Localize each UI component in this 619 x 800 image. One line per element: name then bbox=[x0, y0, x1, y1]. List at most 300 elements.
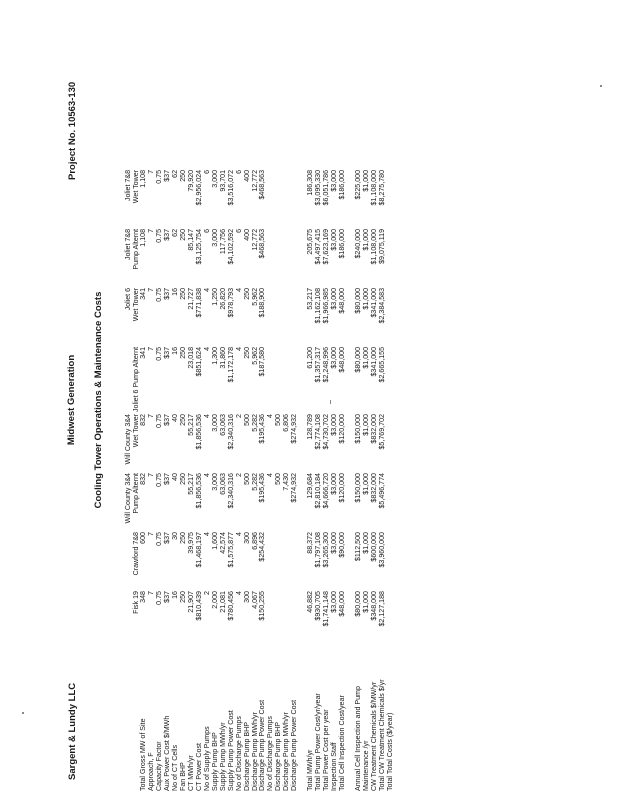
table-cell: 62 bbox=[171, 169, 179, 178]
table-cell bbox=[283, 228, 291, 287]
table-cell: $6,051,786 bbox=[322, 169, 331, 206]
table-cell: 55,217 bbox=[186, 414, 195, 436]
table-cell: $3,000 bbox=[330, 414, 339, 436]
table-cell: $1,741,148 bbox=[322, 591, 331, 627]
table-cell: 2 bbox=[234, 414, 243, 418]
table-cell: $600,000 bbox=[369, 532, 378, 562]
table-cell: $341,000 bbox=[369, 346, 378, 377]
table-cell: $1,966,985 bbox=[322, 287, 331, 324]
table-cell bbox=[387, 472, 395, 531]
column-header: Wet Tower bbox=[131, 287, 140, 322]
table-row bbox=[291, 169, 299, 792]
table-cell: $90,000 bbox=[338, 532, 346, 558]
table-cell: 63,063 bbox=[218, 473, 227, 495]
table-cell: 0.75 bbox=[155, 591, 164, 605]
table-cell: 832 bbox=[139, 473, 148, 485]
table-cell: 341 bbox=[139, 287, 148, 300]
table-cell: 5,282 bbox=[250, 414, 259, 432]
table-cell: $274,932 bbox=[290, 473, 299, 503]
table-cell: 4 bbox=[202, 532, 211, 536]
table-cell: $186,000 bbox=[338, 169, 346, 200]
table-cell bbox=[275, 228, 283, 287]
table-cell: $978,793 bbox=[226, 287, 235, 318]
row-label: No of Supply Pumps bbox=[202, 726, 211, 791]
column-header: Joliet 7&8 bbox=[124, 228, 132, 261]
table-cell: $851,624 bbox=[194, 346, 203, 377]
table-cell bbox=[291, 346, 299, 413]
table-cell bbox=[267, 531, 275, 590]
table-cell: 7 bbox=[147, 346, 156, 351]
table-cell: 0.75 bbox=[155, 414, 164, 428]
table-cell: $112,500 bbox=[353, 532, 362, 562]
header-spacer bbox=[125, 643, 133, 792]
row-label: CT Power Cost bbox=[194, 743, 203, 791]
table-cell: $150,000 bbox=[353, 414, 362, 444]
table-cell bbox=[275, 590, 283, 643]
table-cell: $186,000 bbox=[338, 228, 346, 259]
table-cell: $1,000 bbox=[361, 532, 370, 554]
row-label: Fan BHP bbox=[178, 762, 187, 791]
table-cell: $3,265,300 bbox=[322, 532, 331, 568]
row-label: Total Cell Inspection Cost/year bbox=[338, 695, 346, 791]
table-cell: $1,000 bbox=[361, 473, 370, 495]
table-cell: 2,000 bbox=[210, 591, 219, 609]
table-cell: 6 bbox=[202, 169, 211, 174]
table-cell: 250 bbox=[178, 287, 187, 300]
table-cell: $1,108,000 bbox=[369, 169, 378, 206]
table-cell: 400 bbox=[242, 228, 251, 241]
row-label: Total Gross MW of Site bbox=[139, 718, 148, 791]
table-cell: $1,108,000 bbox=[369, 228, 378, 265]
table-cell: 4 bbox=[234, 287, 243, 292]
table-cell: $80,000 bbox=[353, 346, 362, 373]
table-cell bbox=[283, 169, 291, 228]
table-cell: $2,810,184 bbox=[314, 473, 323, 509]
table-cell: 117,756 bbox=[218, 228, 227, 255]
row-label: Maintenance /yr bbox=[361, 740, 370, 791]
table-cell: $930,705 bbox=[314, 591, 323, 621]
table-cell bbox=[267, 287, 275, 346]
cost-table bbox=[125, 169, 395, 792]
table-cell: 250 bbox=[178, 346, 187, 359]
table-cell: $3,960,000 bbox=[377, 532, 386, 568]
table-cell: 4 bbox=[202, 414, 211, 418]
table-cell: $2,384,583 bbox=[377, 287, 386, 324]
table-cell: 79,920 bbox=[186, 169, 195, 192]
column-header: Joliet 6 Pump Alternt bbox=[131, 346, 140, 412]
table-cell: 7,430 bbox=[282, 473, 291, 491]
table-cell: $150,000 bbox=[353, 473, 362, 503]
table-cell bbox=[275, 169, 283, 228]
table-cell: 250 bbox=[242, 287, 251, 300]
table-cell: 500 bbox=[242, 473, 251, 485]
table-cell: $1,000 bbox=[361, 414, 370, 436]
table-cell bbox=[291, 531, 299, 590]
table-cell bbox=[387, 169, 395, 228]
table-cell: 250 bbox=[178, 591, 187, 603]
table-cell: 42,574 bbox=[218, 532, 227, 554]
table-cell: $1,856,536 bbox=[194, 414, 203, 450]
table-cell: 300 bbox=[242, 532, 251, 544]
row-label: Total MWh/yr bbox=[306, 749, 315, 791]
table-cell: 250 bbox=[178, 532, 187, 544]
table-cell: 186,308 bbox=[306, 169, 315, 196]
table-cell: 4 bbox=[234, 591, 243, 595]
table-cell bbox=[275, 287, 283, 346]
row-label: No of CT Cells bbox=[171, 745, 179, 791]
scan-speck bbox=[600, 85, 602, 87]
table-cell: $8,275,780 bbox=[377, 169, 386, 206]
table-cell: 341 bbox=[139, 346, 148, 359]
table-cell: 21,081 bbox=[218, 591, 227, 613]
table-cell bbox=[275, 346, 283, 413]
table-cell: $2,665,155 bbox=[377, 346, 386, 383]
table-cell: 7 bbox=[147, 169, 156, 174]
table-cell: 1,600 bbox=[210, 532, 219, 550]
table-cell: $150,255 bbox=[258, 591, 267, 621]
table-cell: 26,820 bbox=[218, 287, 227, 310]
table-cell: 832 bbox=[139, 414, 148, 426]
table-cell: $4,497,415 bbox=[314, 228, 323, 265]
table-cell: 7 bbox=[147, 532, 156, 536]
row-label: Discharge Pump BHP bbox=[274, 722, 283, 791]
table-cell: $120,000 bbox=[338, 414, 346, 444]
table-cell: 128,789 bbox=[306, 414, 315, 440]
table-cell: 0.75 bbox=[155, 473, 164, 487]
row-label: Supply Pump BHP bbox=[210, 732, 219, 791]
table-row bbox=[259, 169, 267, 792]
row-label: Annual Cell Inspection and Pump bbox=[353, 686, 362, 791]
table-cell: 6 bbox=[202, 228, 211, 233]
scan-speck bbox=[22, 712, 24, 714]
table-cell: $80,000 bbox=[353, 287, 362, 314]
table-cell: 31,860 bbox=[218, 346, 227, 369]
table-cell: $37 bbox=[163, 228, 172, 241]
project-number: Project No. 10563-130 bbox=[67, 81, 78, 180]
table-cell: $4,102,592 bbox=[226, 228, 235, 265]
table-cell: 348 bbox=[139, 591, 148, 603]
column-header: Wet Tower bbox=[131, 414, 140, 448]
table-cell: $225,000 bbox=[353, 169, 362, 200]
company-name: Sargent & Lundy LLC bbox=[67, 682, 78, 780]
table-cell: $3,516,072 bbox=[226, 169, 235, 206]
table-cell: 55,217 bbox=[186, 473, 195, 495]
column-header: Wet Tower bbox=[131, 169, 140, 204]
table-cell: $348,000 bbox=[369, 591, 378, 621]
table-cell: 4 bbox=[234, 532, 243, 536]
table-cell: $341,000 bbox=[369, 287, 378, 318]
table-cell: $1,000 bbox=[361, 287, 370, 310]
table-cell: 62 bbox=[171, 228, 179, 237]
table-cell: $3,000 bbox=[330, 228, 339, 251]
table-cell: $1,000 bbox=[361, 591, 370, 613]
table-cell: 2 bbox=[202, 591, 211, 595]
table-cell: $9,075,119 bbox=[377, 228, 386, 264]
column-header: Pump Alternt bbox=[131, 473, 140, 514]
table-cell: 4 bbox=[234, 346, 243, 351]
table-cell: 4 bbox=[266, 473, 275, 477]
table-cell: 6 bbox=[234, 228, 243, 233]
table-cell: 250 bbox=[178, 228, 187, 241]
table-cell: 0.75 bbox=[155, 228, 164, 243]
table-cell: $1,797,108 bbox=[314, 532, 323, 568]
table-cell: 53,217 bbox=[306, 287, 315, 310]
table-cell: 3,000 bbox=[210, 228, 219, 247]
table-cell: $468,563 bbox=[258, 169, 267, 200]
table-cell bbox=[291, 228, 299, 287]
row-label: Capacity Factor bbox=[155, 741, 164, 791]
table-cell: $771,838 bbox=[194, 287, 203, 318]
table-cell: $37 bbox=[163, 473, 172, 485]
table-cell: $832,000 bbox=[369, 473, 378, 503]
page-title: Cooling Tower Operations & Maintenance Costs bbox=[93, 291, 104, 509]
table-row bbox=[140, 169, 148, 792]
row-label: Aux Power Cost $/MWh bbox=[163, 715, 172, 791]
column-header: Fisk 19 bbox=[131, 591, 140, 614]
table-cell: 300 bbox=[242, 591, 251, 603]
table-cell bbox=[267, 590, 275, 643]
table-cell: 16 bbox=[171, 287, 179, 296]
row-label: Discharge Pump Power Cost bbox=[258, 699, 267, 791]
table-cell: 5,282 bbox=[250, 473, 259, 491]
table-cell: 2 bbox=[234, 473, 243, 477]
scan-speck bbox=[330, 400, 331, 404]
column-header: Joliet 7&8 bbox=[124, 169, 132, 202]
table-cell bbox=[387, 228, 395, 287]
table-cell: 500 bbox=[274, 414, 283, 426]
table-cell: $2,248,996 bbox=[322, 346, 331, 383]
table-cell: 5,962 bbox=[250, 346, 259, 365]
table-cell: 16 bbox=[171, 591, 179, 599]
table-cell: 129,684 bbox=[306, 473, 315, 499]
table-cell: $187,580 bbox=[258, 346, 267, 377]
table-cell: $2,340,316 bbox=[226, 473, 235, 509]
table-cell: 6,896 bbox=[250, 532, 259, 550]
table-cell: 500 bbox=[274, 473, 283, 485]
table-cell: 39,975 bbox=[186, 532, 195, 554]
table-cell: $274,932 bbox=[290, 414, 299, 444]
table-cell: $3,000 bbox=[330, 346, 339, 369]
table-cell: 30 bbox=[171, 532, 179, 540]
table-cell: $2,127,188 bbox=[377, 591, 386, 627]
table-cell: 46,882 bbox=[306, 591, 315, 613]
row-label: No of Discharge Pumps bbox=[234, 716, 243, 791]
table-cell: $48,000 bbox=[338, 346, 346, 373]
row-label: Total Power Cost per year bbox=[322, 709, 331, 791]
table-cell bbox=[291, 590, 299, 643]
table-cell: $1,000 bbox=[361, 228, 370, 251]
table-cell: 1,108 bbox=[139, 228, 148, 247]
row-label: CW Treatment Chemicals $/MW/yr bbox=[369, 681, 378, 791]
table-cell: 5,962 bbox=[250, 287, 259, 306]
table-cell: 1,300 bbox=[210, 346, 219, 365]
table-cell: 400 bbox=[242, 169, 251, 182]
table-cell: $1,575,877 bbox=[226, 532, 235, 568]
table-cell: $48,000 bbox=[338, 591, 346, 617]
table-cell: 1,108 bbox=[139, 169, 148, 188]
table-cell: $188,900 bbox=[258, 287, 267, 318]
table-cell: $5,496,774 bbox=[377, 473, 386, 509]
table-cell: $810,439 bbox=[194, 591, 203, 621]
row-label: Discharge Pump BHP bbox=[242, 722, 251, 791]
table-cell: 4,067 bbox=[250, 591, 259, 609]
table-cell: 21,727 bbox=[186, 287, 195, 310]
table-cell: $37 bbox=[163, 532, 172, 544]
column-header: Will County 3&4 bbox=[124, 414, 132, 465]
table-cell: $3,000 bbox=[330, 169, 339, 192]
table-cell: $1,856,536 bbox=[194, 473, 203, 509]
table-cell: 12,772 bbox=[250, 228, 259, 251]
table-cell: $7,623,169 bbox=[322, 228, 331, 265]
table-cell bbox=[283, 590, 291, 643]
table-cell: $3,000 bbox=[330, 287, 339, 310]
client-name: Midwest Generation bbox=[66, 354, 77, 446]
table-cell bbox=[283, 346, 291, 413]
table-cell: $3,095,330 bbox=[314, 169, 323, 206]
table-cell: $2,956,024 bbox=[194, 169, 203, 206]
table-cell: $1,172,178 bbox=[226, 346, 235, 383]
table-cell: $1,000 bbox=[361, 169, 370, 192]
table-cell: $4,666,720 bbox=[322, 473, 331, 509]
row-label: Total Total Costs ($/year) bbox=[385, 712, 394, 791]
table-cell: $832,000 bbox=[369, 414, 378, 444]
row-label: Discharge Pump MWh/yr bbox=[250, 712, 259, 791]
table-cell: $3,000 bbox=[330, 532, 339, 554]
row-label: Supply Pump Power Cost bbox=[226, 710, 235, 791]
table-cell bbox=[267, 228, 275, 287]
table-cell: $3,000 bbox=[330, 591, 339, 613]
table-row bbox=[387, 169, 395, 792]
table-cell bbox=[267, 169, 275, 228]
table-cell bbox=[387, 346, 395, 413]
table-cell: $3,000 bbox=[330, 473, 339, 495]
table-cell: 12,772 bbox=[250, 169, 259, 192]
row-label: Total CW Treatment Chemicals $/yr bbox=[377, 679, 386, 791]
table-cell: 6 bbox=[234, 169, 243, 174]
table-cell: 40 bbox=[171, 414, 179, 422]
table-cell bbox=[291, 169, 299, 228]
column-header: Joliet 6 bbox=[124, 287, 132, 311]
table-cell: $1,468,197 bbox=[194, 532, 203, 568]
table-cell bbox=[387, 590, 395, 643]
table-cell: $780,456 bbox=[226, 591, 235, 621]
table-cell: 0.75 bbox=[155, 532, 164, 546]
table-cell: 4 bbox=[202, 287, 211, 292]
row-label: Total Pump Power Cost/yr/year bbox=[314, 693, 323, 791]
table-cell: $2,774,108 bbox=[314, 414, 323, 450]
table-cell: $1,000 bbox=[361, 346, 370, 369]
table-cell: $37 bbox=[163, 414, 172, 426]
table-cell: $195,436 bbox=[258, 473, 267, 503]
table-cell: 3,000 bbox=[210, 414, 219, 432]
table-cell: 250 bbox=[178, 414, 187, 426]
table-cell: 4 bbox=[202, 346, 211, 351]
table-cell: 93,701 bbox=[218, 169, 227, 192]
column-header: Will County 3&4 bbox=[124, 473, 132, 524]
table-cell: $3,125,754 bbox=[194, 228, 203, 265]
row-label: Approach, F bbox=[147, 752, 156, 791]
table-cell: 40 bbox=[171, 473, 179, 481]
table-cell: 7 bbox=[147, 287, 156, 292]
table-cell: 0.75 bbox=[155, 169, 164, 184]
table-cell: $80,000 bbox=[353, 591, 362, 617]
table-cell: 0.75 bbox=[155, 287, 164, 302]
table-cell: 600 bbox=[139, 532, 148, 544]
table-cell: $5,769,702 bbox=[377, 414, 386, 450]
table-row bbox=[196, 169, 204, 792]
table-cell: $468,563 bbox=[258, 228, 267, 259]
table-cell: $254,432 bbox=[258, 532, 267, 562]
table-row bbox=[339, 169, 347, 792]
row-label: CT MWh/yr bbox=[186, 755, 195, 791]
table-cell: 205,675 bbox=[306, 228, 315, 255]
table-cell: $2,340,316 bbox=[226, 414, 235, 450]
table-cell: 7 bbox=[147, 473, 156, 477]
table-cell: $37 bbox=[163, 169, 172, 182]
table-cell: 7 bbox=[147, 228, 156, 233]
table-cell: 250 bbox=[178, 169, 187, 182]
table-cell: $120,000 bbox=[338, 473, 346, 503]
table-cell bbox=[387, 287, 395, 346]
table-row bbox=[228, 169, 236, 792]
table-cell: $1,162,108 bbox=[314, 287, 323, 324]
table-cell: 4 bbox=[202, 473, 211, 477]
table-cell: 6,806 bbox=[282, 414, 291, 432]
row-label: Inspection Staff bbox=[330, 742, 339, 791]
column-header: Crawford 7&8 bbox=[131, 532, 140, 576]
row-label: No of Discharge Pumps bbox=[266, 716, 275, 791]
column-header: Pump Alternt bbox=[131, 228, 140, 270]
row-label: Discharge Pump MWh/yr bbox=[282, 712, 291, 791]
table-cell: $37 bbox=[163, 287, 172, 300]
table-cell: $37 bbox=[163, 346, 172, 359]
row-label: Supply Pump MWh/yr bbox=[218, 722, 227, 791]
table-cell: $195,436 bbox=[258, 414, 267, 444]
table-cell: 88,372 bbox=[306, 532, 315, 554]
table-cell: 23,018 bbox=[186, 346, 195, 369]
table-cell: $4,730,702 bbox=[322, 414, 331, 450]
table-cell bbox=[291, 287, 299, 346]
table-cell bbox=[387, 413, 395, 472]
table-cell bbox=[275, 531, 283, 590]
table-cell: 500 bbox=[242, 414, 251, 426]
table-cell: 1,250 bbox=[210, 287, 219, 306]
row-label: Discharge Pump Power Cost bbox=[290, 699, 299, 791]
table-cell: 85,147 bbox=[186, 228, 195, 251]
table-cell bbox=[267, 346, 275, 413]
table-cell: 61,200 bbox=[306, 346, 315, 369]
table-cell: 250 bbox=[242, 346, 251, 359]
table-cell: 21,907 bbox=[186, 591, 195, 613]
table-cell: 63,063 bbox=[218, 414, 227, 436]
table-cell: $48,000 bbox=[338, 287, 346, 314]
table-cell: 3,000 bbox=[210, 169, 219, 188]
table-cell bbox=[283, 531, 291, 590]
table-cell: 4 bbox=[266, 414, 275, 418]
table-cell bbox=[387, 531, 395, 590]
table-cell bbox=[283, 287, 291, 346]
table-cell: 16 bbox=[171, 346, 179, 355]
table-cell: 7 bbox=[147, 591, 156, 595]
table-cell: 3,000 bbox=[210, 473, 219, 491]
table-cell: $240,000 bbox=[353, 228, 362, 259]
table-cell: 250 bbox=[178, 473, 187, 485]
table-row bbox=[379, 169, 387, 792]
table-cell: $1,357,317 bbox=[314, 346, 323, 383]
table-cell: 7 bbox=[147, 414, 156, 418]
table-cell: $37 bbox=[163, 591, 172, 603]
table-cell: 0.75 bbox=[155, 346, 164, 361]
